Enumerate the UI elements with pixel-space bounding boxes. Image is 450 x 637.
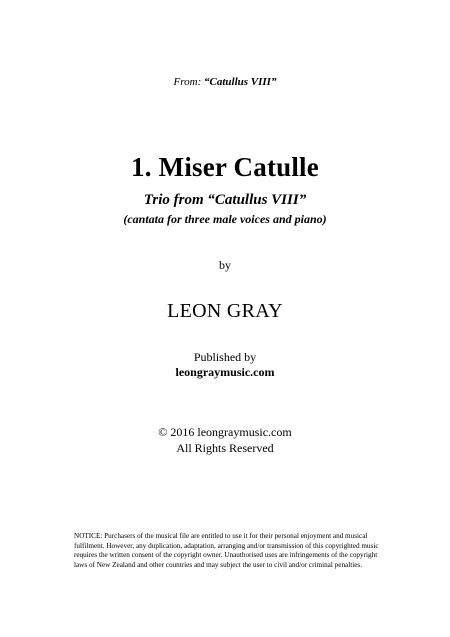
by-label: by [219, 258, 231, 272]
page-title: 1. Miser Catulle [131, 152, 319, 182]
publisher-label: Published by [193, 350, 257, 364]
copyright-notice: NOTICE: Purchasers of the musical file are entitled to use it for their personal enjoyment and musical fulfilment. However, any duplication, adaptation, arranging and/or transmission of this copyrighted music requires the written consent of the copyright owner. Unauthorised uses are infringements of the copyright laws of New Zealand and other countries and may subject the user to civil and/or criminal penalties. [74, 532, 379, 569]
publisher-name: leongraymusic.com [175, 365, 275, 379]
subtitle: Trio from “Catullus VIII” [143, 192, 307, 208]
source-work: “Catullus VIII” [204, 76, 277, 88]
copyright-line: © 2016 leongraymusic.com [158, 425, 292, 439]
source-prefix: From: [173, 76, 204, 88]
subtitle-detail: (cantata for three male voices and piano) [123, 212, 327, 226]
source-line [0, 76, 450, 88]
rights-reserved: All Rights Reserved [176, 441, 274, 455]
composer-name: LEON GRAY [167, 300, 283, 322]
